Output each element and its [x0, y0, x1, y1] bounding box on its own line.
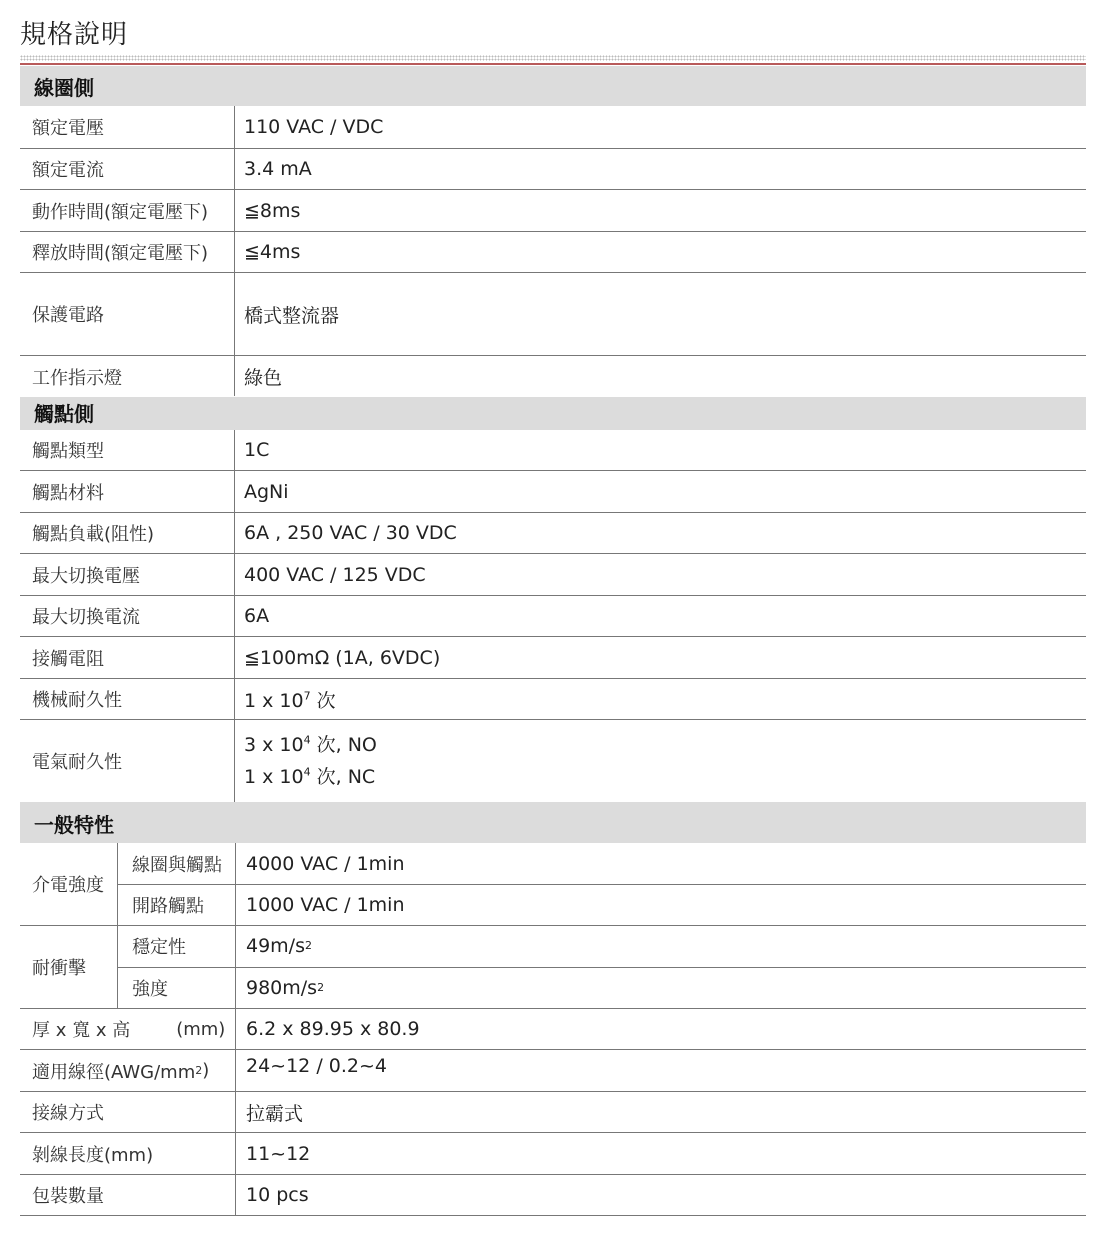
spec-row [20, 1009, 1086, 1050]
spec-value: 3 x $10^4$ 次, NO 1 x $10^4$ 次, NC [244, 733, 377, 788]
spec-label: 觸點材料 [32, 482, 104, 504]
spec-label: 最大切換電流 [32, 607, 140, 628]
title-accent-rule [20, 63, 1086, 65]
spec-value: 980m/s 2 [246, 976, 325, 999]
sub-label: 強度 [132, 978, 168, 1000]
spec-value: 10 pcs [246, 1184, 309, 1206]
spec-row [20, 1175, 1086, 1216]
spec-value: 11~12 [246, 1142, 311, 1165]
spec-row [20, 149, 1086, 190]
spec-value: ≦4ms [244, 241, 301, 263]
spec-value: 1000 VAC / 1min [246, 893, 405, 916]
sub-label: 穩定性 [132, 937, 186, 958]
spec-value: 6A [244, 605, 270, 627]
sub-label: 線圈與觸點 [132, 854, 222, 876]
spec-row [20, 554, 1086, 596]
spec-value: 3.4 mA [244, 158, 312, 180]
spec-label: 動作時間(額定電壓下) [32, 201, 209, 223]
spec-value: 49m/s 2 [246, 935, 312, 957]
spec-label: 剝線長度(mm) [32, 1144, 154, 1166]
spec-row [20, 232, 1086, 273]
spec-label: 釋放時間(額定電壓下) [32, 243, 209, 264]
group-label-shock: 耐衝擊 [32, 957, 86, 979]
spec-value: 6.2 x 89.95 x 80.9 [246, 1018, 420, 1040]
spec-label: 接觸電阻 [32, 648, 104, 670]
spec-row [20, 430, 1086, 471]
spec-row [20, 637, 1086, 679]
spec-value: AgNi [244, 480, 289, 503]
spec-label: 觸點類型 [32, 441, 104, 462]
sub-label: 開路觸點 [132, 895, 204, 917]
spec-row [20, 1092, 1086, 1133]
spec-label: 機械耐久性 [32, 690, 122, 711]
spec-row [20, 596, 1086, 637]
spec-label: 適用線徑(AWG/mm 2 ) [32, 1060, 210, 1083]
section-heading-general: 一般特性 [20, 802, 1086, 843]
spec-row [20, 106, 1086, 149]
title-dotted-rule [20, 55, 1086, 61]
spec-value: 拉霸式 [246, 1102, 304, 1125]
spec-label: 觸點負載(阻性) [32, 524, 155, 545]
spec-label: 工作指示燈 [32, 367, 122, 389]
spec-row [20, 356, 1086, 397]
spec-value: 110 VAC / VDC [244, 116, 384, 138]
spec-row [20, 513, 1086, 554]
spec-row [20, 679, 1086, 720]
spec-value: 1 x $10^7$ 次 [244, 689, 336, 712]
spec-value: 6A , 250 VAC / 30 VDC [244, 522, 457, 544]
spec-value: 橋式整流器 [244, 304, 340, 327]
spec-row [20, 273, 1086, 356]
spec-value: 4000 VAC / 1min [246, 852, 405, 875]
spec-value: 400 VAC / 125 VDC [244, 563, 426, 586]
spec-row [20, 190, 1086, 232]
spec-label: 額定電壓 [32, 118, 104, 139]
spec-value: 1C [244, 439, 270, 461]
spec-label: 厚 x 寬 x 高 (mm) [32, 1018, 226, 1041]
section-heading-contact: 觸點側 [20, 397, 1086, 430]
section-heading-coil: 線圈側 [20, 66, 1086, 106]
spec-row [20, 1050, 1086, 1092]
spec-value: 綠色 [244, 367, 283, 389]
spec-label: 最大切換電壓 [32, 565, 140, 587]
group-label-dielectric: 介電強度 [32, 875, 104, 896]
page-title: 規格說明 [20, 20, 129, 50]
spec-label: 接線方式 [32, 1103, 104, 1124]
spec-label: 電氣耐久性 [32, 752, 122, 773]
spec-value: ≦100mΩ (1A, 6VDC) [244, 646, 441, 669]
spec-row [20, 471, 1086, 513]
spec-label: 保護電路 [32, 305, 104, 326]
spec-label: 包裝數量 [32, 1186, 104, 1207]
spec-row [20, 1133, 1086, 1175]
spec-value: 24~12 / 0.2~4 [246, 1055, 387, 1077]
spec-value: ≦8ms [244, 199, 301, 222]
spec-label: 額定電流 [32, 160, 104, 181]
spec-row [20, 720, 1086, 802]
group-divider [117, 843, 118, 1009]
